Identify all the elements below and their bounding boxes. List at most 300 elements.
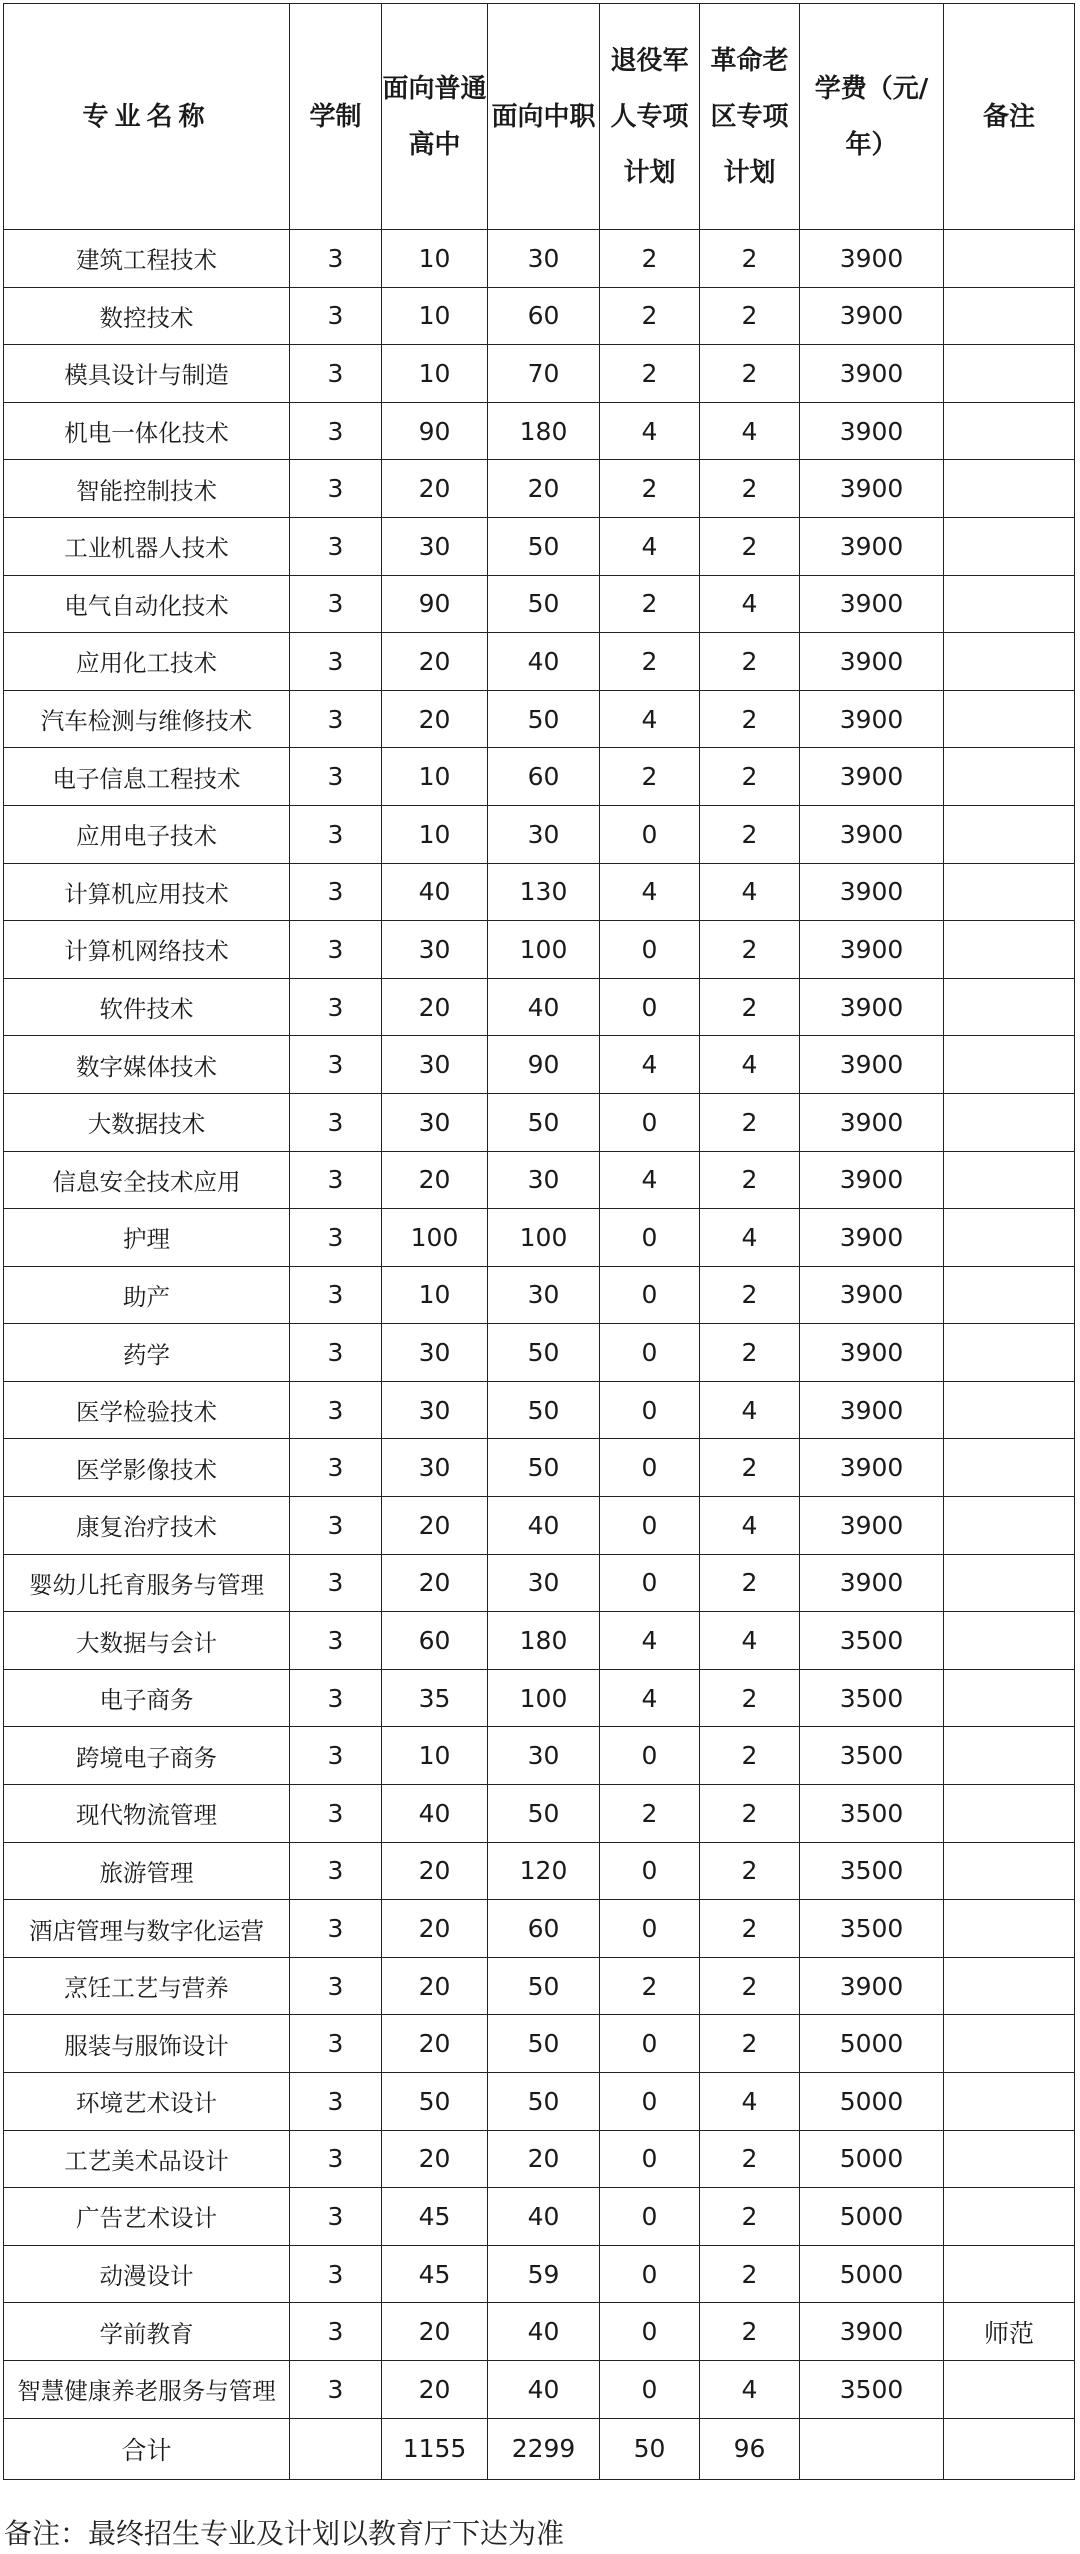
cell-vocational: 70	[488, 345, 600, 403]
cell-old-revolutionary-area-plan: 2	[700, 2303, 800, 2361]
cell-major-name: 医学检验技术	[4, 1381, 290, 1439]
cell-vocational: 40	[488, 2360, 600, 2418]
cell-duration: 3	[290, 805, 382, 863]
cell-vocational: 120	[488, 1842, 600, 1900]
cell-general-high-school: 30	[382, 921, 488, 979]
cell-vocational: 40	[488, 2188, 600, 2246]
cell-general-high-school: 20	[382, 2015, 488, 2073]
cell-vocational: 100	[488, 1669, 600, 1727]
cell-general-high-school: 20	[382, 2303, 488, 2361]
cell-veterans-plan: 0	[600, 921, 700, 979]
cell-tuition: 3500	[800, 1612, 944, 1670]
cell-duration: 3	[290, 1381, 382, 1439]
cell-veterans-plan: 2	[600, 345, 700, 403]
cell-remarks	[944, 287, 1075, 345]
cell-tuition: 3500	[800, 1669, 944, 1727]
cell-veterans-plan: 2	[600, 230, 700, 288]
cell-duration: 3	[290, 1842, 382, 1900]
table-row	[4, 1266, 1075, 1324]
cell-tuition: 3900	[800, 517, 944, 575]
cell-general-high-school: 10	[382, 1266, 488, 1324]
cell-veterans-plan: 0	[600, 1842, 700, 1900]
cell-major-name: 学前教育	[4, 2303, 290, 2361]
cell-veterans-plan: 0	[600, 1497, 700, 1555]
cell-general-high-school: 20	[382, 978, 488, 1036]
cell-veterans-plan: 0	[600, 2015, 700, 2073]
cell-tuition: 3900	[800, 1036, 944, 1094]
cell-veterans-plan: 0	[600, 1381, 700, 1439]
cell-general-high-school: 10	[382, 805, 488, 863]
cell-duration: 3	[290, 921, 382, 979]
cell-veterans-plan: 0	[600, 2073, 700, 2131]
cell-general-high-school: 10	[382, 1727, 488, 1785]
cell-vocational: 180	[488, 402, 600, 460]
table-row	[4, 345, 1075, 403]
table-header-row	[4, 4, 1075, 230]
table-row	[4, 978, 1075, 1036]
cell-vocational: 90	[488, 1036, 600, 1094]
cell-general-high-school: 20	[382, 1842, 488, 1900]
cell-major-name: 数字媒体技术	[4, 1036, 290, 1094]
cell-old-revolutionary-area-plan: 2	[700, 1785, 800, 1843]
cell-tuition: 3900	[800, 1093, 944, 1151]
table-row	[4, 1209, 1075, 1267]
cell-old-revolutionary-area-plan: 2	[700, 1324, 800, 1382]
cell-veterans-plan: 0	[600, 2188, 700, 2246]
cell-veterans-plan: 4	[600, 863, 700, 921]
cell-duration: 3	[290, 2015, 382, 2073]
cell-tuition: 3900	[800, 1266, 944, 1324]
header-major-name: 专业名称	[4, 4, 290, 230]
cell-veterans-plan: 4	[600, 690, 700, 748]
cell-duration: 3	[290, 1266, 382, 1324]
header-veterans-plan: 退役军人专项计划	[600, 4, 700, 230]
cell-vocational: 20	[488, 460, 600, 518]
cell-major-name: 电气自动化技术	[4, 575, 290, 633]
total-cell-general-high-school: 1155	[382, 2418, 488, 2479]
cell-major-name: 现代物流管理	[4, 1785, 290, 1843]
cell-tuition: 3900	[800, 1439, 944, 1497]
cell-general-high-school: 20	[382, 2360, 488, 2418]
header-remarks: 备注	[944, 4, 1075, 230]
cell-old-revolutionary-area-plan: 2	[700, 230, 800, 288]
table-row	[4, 690, 1075, 748]
cell-remarks	[944, 517, 1075, 575]
cell-veterans-plan: 2	[600, 460, 700, 518]
cell-remarks	[944, 1266, 1075, 1324]
table-row	[4, 230, 1075, 288]
cell-remarks	[944, 690, 1075, 748]
cell-tuition: 3900	[800, 633, 944, 691]
cell-vocational: 50	[488, 1785, 600, 1843]
cell-remarks	[944, 1036, 1075, 1094]
cell-vocational: 30	[488, 230, 600, 288]
cell-tuition: 5000	[800, 2130, 944, 2188]
cell-vocational: 180	[488, 1612, 600, 1670]
cell-vocational: 50	[488, 1093, 600, 1151]
cell-vocational: 40	[488, 978, 600, 1036]
table-row	[4, 748, 1075, 806]
cell-general-high-school: 20	[382, 460, 488, 518]
cell-general-high-school: 45	[382, 2245, 488, 2303]
cell-old-revolutionary-area-plan: 2	[700, 460, 800, 518]
cell-remarks	[944, 921, 1075, 979]
cell-remarks	[944, 1093, 1075, 1151]
cell-remarks	[944, 805, 1075, 863]
cell-old-revolutionary-area-plan: 2	[700, 633, 800, 691]
cell-old-revolutionary-area-plan: 2	[700, 1554, 800, 1612]
cell-remarks	[944, 1612, 1075, 1670]
cell-duration: 3	[290, 633, 382, 691]
cell-tuition: 3900	[800, 460, 944, 518]
cell-tuition: 3900	[800, 575, 944, 633]
table-row	[4, 2130, 1075, 2188]
cell-veterans-plan: 0	[600, 805, 700, 863]
cell-tuition: 3900	[800, 402, 944, 460]
cell-veterans-plan: 0	[600, 978, 700, 1036]
cell-old-revolutionary-area-plan: 2	[700, 1266, 800, 1324]
cell-major-name: 电子信息工程技术	[4, 748, 290, 806]
header-tuition: 学费（元/年）	[800, 4, 944, 230]
table-row	[4, 1151, 1075, 1209]
cell-duration: 3	[290, 748, 382, 806]
cell-veterans-plan: 4	[600, 1151, 700, 1209]
cell-old-revolutionary-area-plan: 2	[700, 1669, 800, 1727]
cell-major-name: 工艺美术品设计	[4, 2130, 290, 2188]
header-duration: 学制	[290, 4, 382, 230]
cell-vocational: 59	[488, 2245, 600, 2303]
cell-duration: 3	[290, 690, 382, 748]
table-row	[4, 1669, 1075, 1727]
cell-vocational: 50	[488, 575, 600, 633]
cell-major-name: 信息安全技术应用	[4, 1151, 290, 1209]
cell-tuition: 3900	[800, 863, 944, 921]
cell-old-revolutionary-area-plan: 4	[700, 402, 800, 460]
cell-duration: 3	[290, 978, 382, 1036]
cell-vocational: 100	[488, 921, 600, 979]
cell-general-high-school: 10	[382, 230, 488, 288]
cell-duration: 3	[290, 1957, 382, 2015]
cell-major-name: 助产	[4, 1266, 290, 1324]
cell-remarks	[944, 2130, 1075, 2188]
cell-old-revolutionary-area-plan: 4	[700, 2360, 800, 2418]
cell-duration: 3	[290, 1324, 382, 1382]
cell-old-revolutionary-area-plan: 2	[700, 978, 800, 1036]
enrollment-table-wrapper	[3, 3, 1074, 2480]
cell-general-high-school: 100	[382, 1209, 488, 1267]
table-row	[4, 575, 1075, 633]
header-old-revolutionary-area-plan: 革命老区专项计划	[700, 4, 800, 230]
cell-general-high-school: 10	[382, 748, 488, 806]
cell-general-high-school: 10	[382, 345, 488, 403]
cell-old-revolutionary-area-plan: 2	[700, 1900, 800, 1958]
cell-tuition: 3900	[800, 978, 944, 1036]
cell-major-name: 应用化工技术	[4, 633, 290, 691]
cell-duration: 3	[290, 2245, 382, 2303]
cell-veterans-plan: 2	[600, 748, 700, 806]
cell-major-name: 服装与服饰设计	[4, 2015, 290, 2073]
cell-veterans-plan: 2	[600, 633, 700, 691]
table-row	[4, 2188, 1075, 2246]
cell-veterans-plan: 0	[600, 1727, 700, 1785]
cell-old-revolutionary-area-plan: 4	[700, 1209, 800, 1267]
cell-old-revolutionary-area-plan: 4	[700, 575, 800, 633]
cell-veterans-plan: 2	[600, 1957, 700, 2015]
cell-old-revolutionary-area-plan: 4	[700, 1381, 800, 1439]
cell-tuition: 3900	[800, 805, 944, 863]
table-row	[4, 1957, 1075, 2015]
cell-general-high-school: 20	[382, 1900, 488, 1958]
cell-veterans-plan: 4	[600, 1612, 700, 1670]
total-cell-old-revolutionary-area-plan: 96	[700, 2418, 800, 2479]
cell-duration: 3	[290, 1900, 382, 1958]
cell-general-high-school: 30	[382, 1036, 488, 1094]
cell-remarks	[944, 2015, 1075, 2073]
cell-remarks	[944, 402, 1075, 460]
cell-tuition: 3900	[800, 921, 944, 979]
cell-vocational: 100	[488, 1209, 600, 1267]
cell-veterans-plan: 0	[600, 1554, 700, 1612]
enrollment-plan-table	[3, 3, 1075, 2480]
cell-duration: 3	[290, 2073, 382, 2131]
table-row	[4, 1093, 1075, 1151]
cell-major-name: 机电一体化技术	[4, 402, 290, 460]
cell-veterans-plan: 0	[600, 2360, 700, 2418]
table-row	[4, 863, 1075, 921]
cell-major-name: 康复治疗技术	[4, 1497, 290, 1555]
cell-vocational: 40	[488, 633, 600, 691]
cell-duration: 3	[290, 230, 382, 288]
cell-duration: 3	[290, 1785, 382, 1843]
table-row	[4, 517, 1075, 575]
cell-tuition: 5000	[800, 2015, 944, 2073]
cell-remarks: 师范	[944, 2303, 1075, 2361]
cell-old-revolutionary-area-plan: 4	[700, 1612, 800, 1670]
footnote: 备注：最终招生专业及计划以教育厅下达为准	[4, 2517, 565, 2550]
cell-tuition: 3500	[800, 1900, 944, 1958]
cell-tuition: 3900	[800, 345, 944, 403]
header-general-high-school: 面向普通高中	[382, 4, 488, 230]
cell-general-high-school: 40	[382, 863, 488, 921]
cell-tuition: 3900	[800, 287, 944, 345]
cell-duration: 3	[290, 2303, 382, 2361]
cell-general-high-school: 40	[382, 1785, 488, 1843]
cell-general-high-school: 30	[382, 1439, 488, 1497]
cell-tuition: 3900	[800, 1957, 944, 2015]
cell-vocational: 40	[488, 2303, 600, 2361]
cell-veterans-plan: 0	[600, 1209, 700, 1267]
cell-duration: 3	[290, 863, 382, 921]
cell-old-revolutionary-area-plan: 2	[700, 748, 800, 806]
table-row	[4, 921, 1075, 979]
cell-veterans-plan: 4	[600, 517, 700, 575]
cell-tuition: 3500	[800, 2360, 944, 2418]
cell-remarks	[944, 633, 1075, 691]
cell-general-high-school: 20	[382, 2130, 488, 2188]
cell-general-high-school: 30	[382, 517, 488, 575]
cell-veterans-plan: 0	[600, 2130, 700, 2188]
cell-veterans-plan: 0	[600, 1900, 700, 1958]
cell-general-high-school: 10	[382, 287, 488, 345]
cell-remarks	[944, 230, 1075, 288]
cell-remarks	[944, 978, 1075, 1036]
cell-remarks	[944, 1669, 1075, 1727]
cell-duration: 3	[290, 402, 382, 460]
cell-remarks	[944, 748, 1075, 806]
table-row	[4, 1900, 1075, 1958]
cell-tuition: 5000	[800, 2245, 944, 2303]
cell-remarks	[944, 1324, 1075, 1382]
table-row	[4, 1324, 1075, 1382]
cell-duration: 3	[290, 1669, 382, 1727]
cell-major-name: 大数据与会计	[4, 1612, 290, 1670]
cell-vocational: 60	[488, 748, 600, 806]
cell-tuition: 3900	[800, 748, 944, 806]
cell-remarks	[944, 1842, 1075, 1900]
cell-major-name: 烹饪工艺与营养	[4, 1957, 290, 2015]
cell-general-high-school: 90	[382, 402, 488, 460]
cell-old-revolutionary-area-plan: 4	[700, 1036, 800, 1094]
table-row	[4, 2073, 1075, 2131]
cell-tuition: 3900	[800, 1554, 944, 1612]
cell-remarks	[944, 2073, 1075, 2131]
table-row	[4, 460, 1075, 518]
header-vocational: 面向中职	[488, 4, 600, 230]
table-row	[4, 2303, 1075, 2361]
table-row	[4, 1612, 1075, 1670]
cell-tuition: 3900	[800, 1324, 944, 1382]
cell-remarks	[944, 863, 1075, 921]
cell-major-name: 软件技术	[4, 978, 290, 1036]
cell-tuition: 3500	[800, 1842, 944, 1900]
cell-remarks	[944, 1209, 1075, 1267]
cell-major-name: 计算机应用技术	[4, 863, 290, 921]
cell-general-high-school: 30	[382, 1381, 488, 1439]
cell-major-name: 医学影像技术	[4, 1439, 290, 1497]
cell-major-name: 旅游管理	[4, 1842, 290, 1900]
cell-general-high-school: 20	[382, 1497, 488, 1555]
cell-general-high-school: 30	[382, 1324, 488, 1382]
table-row	[4, 1439, 1075, 1497]
cell-vocational: 20	[488, 2130, 600, 2188]
cell-remarks	[944, 575, 1075, 633]
cell-general-high-school: 35	[382, 1669, 488, 1727]
cell-vocational: 50	[488, 1439, 600, 1497]
cell-major-name: 模具设计与制造	[4, 345, 290, 403]
cell-old-revolutionary-area-plan: 2	[700, 690, 800, 748]
cell-vocational: 40	[488, 1497, 600, 1555]
cell-tuition: 3500	[800, 1727, 944, 1785]
cell-vocational: 30	[488, 1727, 600, 1785]
cell-general-high-school: 20	[382, 690, 488, 748]
cell-remarks	[944, 2360, 1075, 2418]
cell-vocational: 30	[488, 1266, 600, 1324]
cell-duration: 3	[290, 2130, 382, 2188]
cell-duration: 3	[290, 287, 382, 345]
cell-vocational: 50	[488, 1324, 600, 1382]
cell-general-high-school: 20	[382, 1957, 488, 2015]
cell-tuition: 3900	[800, 1381, 944, 1439]
cell-duration: 3	[290, 1497, 382, 1555]
cell-major-name: 酒店管理与数字化运营	[4, 1900, 290, 1958]
cell-major-name: 智慧健康养老服务与管理	[4, 2360, 290, 2418]
cell-veterans-plan: 0	[600, 1266, 700, 1324]
cell-old-revolutionary-area-plan: 2	[700, 345, 800, 403]
cell-remarks	[944, 1151, 1075, 1209]
cell-major-name: 建筑工程技术	[4, 230, 290, 288]
cell-duration: 3	[290, 517, 382, 575]
table-row	[4, 1554, 1075, 1612]
total-cell-remarks	[944, 2418, 1075, 2479]
cell-major-name: 电子商务	[4, 1669, 290, 1727]
cell-tuition: 5000	[800, 2073, 944, 2131]
cell-remarks	[944, 2188, 1075, 2246]
cell-veterans-plan: 2	[600, 1785, 700, 1843]
cell-remarks	[944, 1957, 1075, 2015]
cell-general-high-school: 45	[382, 2188, 488, 2246]
cell-general-high-school: 20	[382, 633, 488, 691]
cell-major-name: 大数据技术	[4, 1093, 290, 1151]
cell-tuition: 3900	[800, 230, 944, 288]
table-row	[4, 1785, 1075, 1843]
cell-old-revolutionary-area-plan: 4	[700, 2073, 800, 2131]
table-row	[4, 287, 1075, 345]
table-row	[4, 1497, 1075, 1555]
cell-remarks	[944, 1727, 1075, 1785]
cell-remarks	[944, 1554, 1075, 1612]
cell-vocational: 60	[488, 1900, 600, 1958]
cell-vocational: 50	[488, 1381, 600, 1439]
cell-tuition: 3900	[800, 1209, 944, 1267]
cell-duration: 3	[290, 1612, 382, 1670]
cell-old-revolutionary-area-plan: 4	[700, 863, 800, 921]
cell-general-high-school: 50	[382, 2073, 488, 2131]
cell-old-revolutionary-area-plan: 2	[700, 287, 800, 345]
table-row	[4, 402, 1075, 460]
cell-veterans-plan: 0	[600, 1093, 700, 1151]
cell-old-revolutionary-area-plan: 2	[700, 1957, 800, 2015]
cell-old-revolutionary-area-plan: 2	[700, 2245, 800, 2303]
cell-old-revolutionary-area-plan: 4	[700, 1497, 800, 1555]
total-cell-major-name: 合计	[4, 2418, 290, 2479]
cell-vocational: 50	[488, 690, 600, 748]
cell-remarks	[944, 1785, 1075, 1843]
cell-vocational: 50	[488, 1957, 600, 2015]
total-cell-veterans-plan: 50	[600, 2418, 700, 2479]
cell-veterans-plan: 4	[600, 1669, 700, 1727]
cell-major-name: 数控技术	[4, 287, 290, 345]
cell-old-revolutionary-area-plan: 2	[700, 2130, 800, 2188]
cell-old-revolutionary-area-plan: 2	[700, 2015, 800, 2073]
cell-old-revolutionary-area-plan: 2	[700, 921, 800, 979]
cell-duration: 3	[290, 1554, 382, 1612]
cell-major-name: 工业机器人技术	[4, 517, 290, 575]
cell-major-name: 计算机网络技术	[4, 921, 290, 979]
cell-vocational: 50	[488, 517, 600, 575]
cell-tuition: 3900	[800, 1497, 944, 1555]
table-row	[4, 2015, 1075, 2073]
cell-major-name: 婴幼儿托育服务与管理	[4, 1554, 290, 1612]
cell-duration: 3	[290, 1209, 382, 1267]
total-cell-tuition	[800, 2418, 944, 2479]
cell-general-high-school: 60	[382, 1612, 488, 1670]
table-row	[4, 2360, 1075, 2418]
cell-major-name: 智能控制技术	[4, 460, 290, 518]
cell-remarks	[944, 2245, 1075, 2303]
cell-major-name: 汽车检测与维修技术	[4, 690, 290, 748]
cell-tuition: 3900	[800, 2303, 944, 2361]
cell-duration: 3	[290, 2360, 382, 2418]
